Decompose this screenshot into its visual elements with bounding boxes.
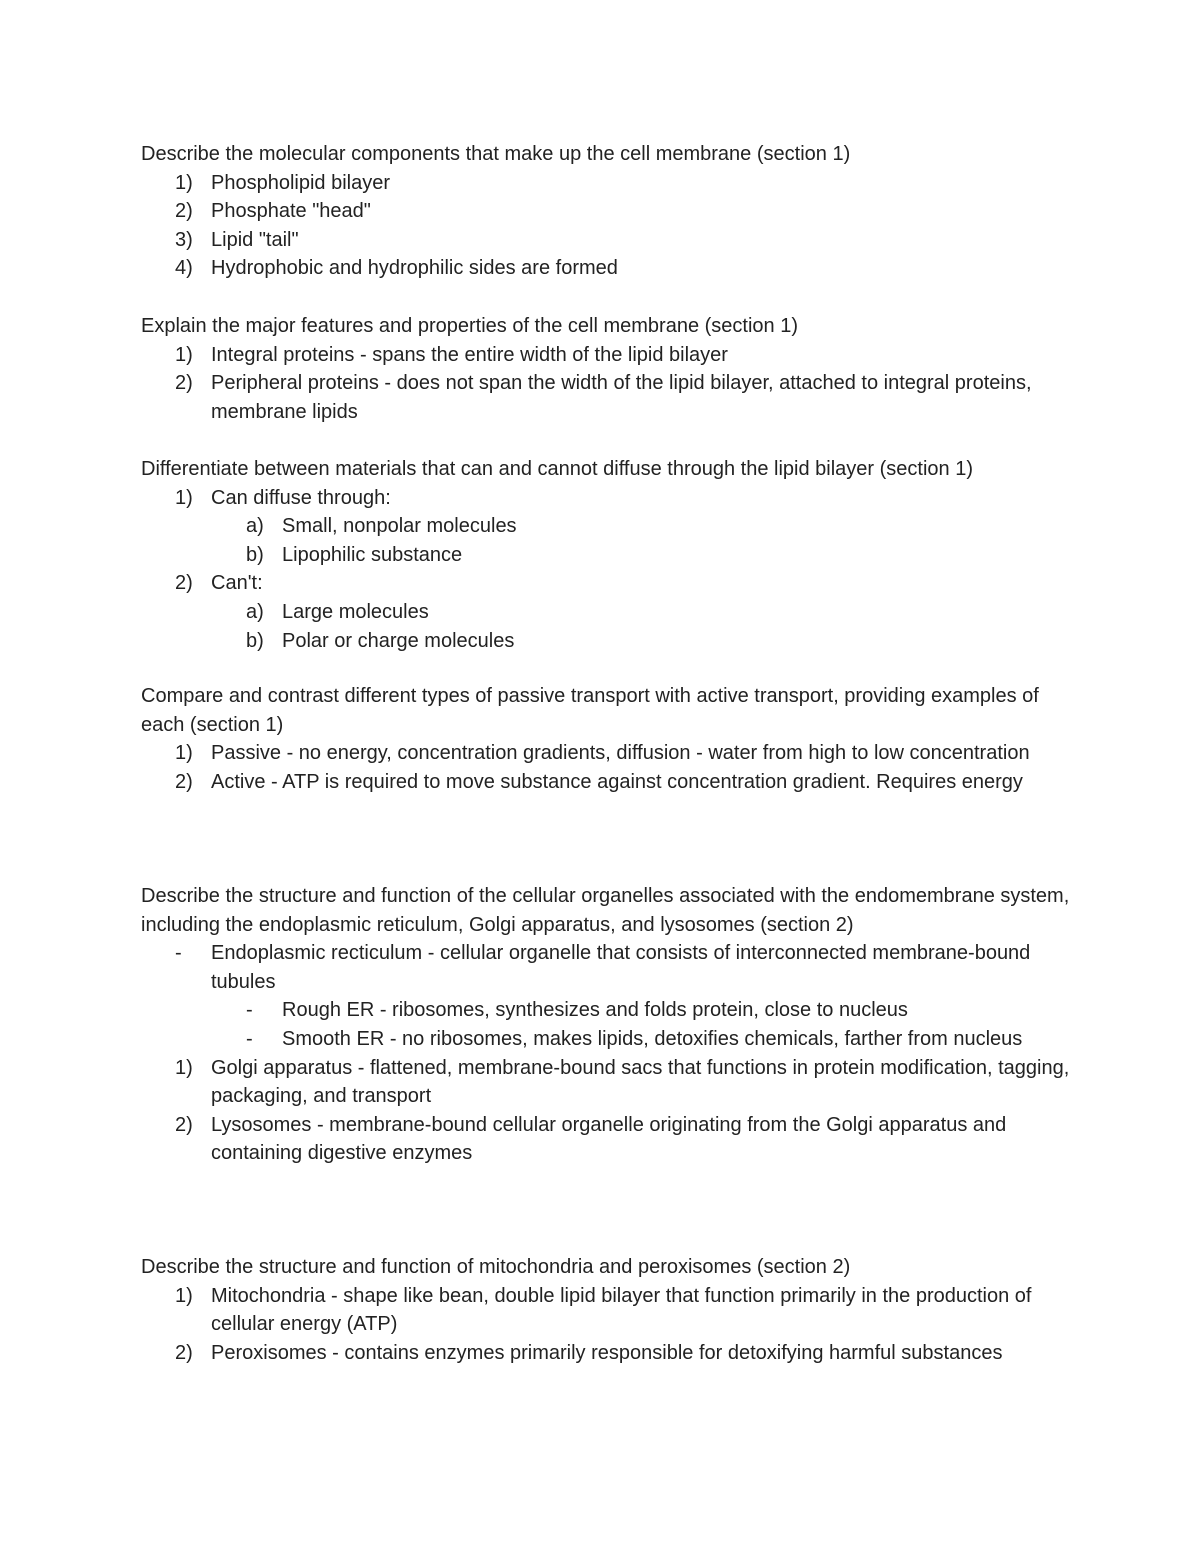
list-marker: - xyxy=(246,1027,253,1050)
section-heading: Describe the molecular components that make up the cell membrane (section 1) xyxy=(141,143,851,165)
list-marker: - xyxy=(246,999,253,1022)
list-item xyxy=(141,569,1071,655)
list-item xyxy=(141,341,1071,370)
section-cell-membrane-features xyxy=(141,312,1071,426)
list-item-text: Lipophilic substance xyxy=(282,543,463,566)
list-marker: 2) xyxy=(175,572,193,595)
list-item-text: Phospholipid bilayer xyxy=(211,171,391,194)
answer-list xyxy=(141,1282,1071,1368)
list-item-text: Rough ER - ribosomes, synthesizes and folds protein, close to nucleus xyxy=(282,999,908,1022)
section-cell-membrane-components xyxy=(141,140,1071,283)
section-heading: Describe the structure and function of the cellular organelles associated with the endomembrane system, including the endoplasmic reticulum, Golgi apparatus, and lysosomes (section 2) xyxy=(141,885,1075,936)
list-item-text: Peroxisomes - contains enzymes primarily responsible for detoxifying harmful substances xyxy=(211,1341,1003,1364)
list-item-text: Polar or charge molecules xyxy=(282,629,515,652)
list-marker: a) xyxy=(246,600,264,623)
list-item xyxy=(141,484,1071,570)
answer-list xyxy=(141,169,1071,283)
section-diffusion-materials xyxy=(141,455,1071,655)
list-item-text: Can't: xyxy=(211,572,263,595)
list-item xyxy=(141,739,1071,768)
list-item xyxy=(141,226,1071,255)
sub-list-item xyxy=(141,598,1071,627)
sub-list-item xyxy=(141,541,1071,570)
list-marker: 2) xyxy=(175,770,193,793)
list-item-text: Mitochondria - shape like bean, double lipid bilayer that function primarily in the production of cellular energy (ATP) xyxy=(211,1284,1032,1336)
list-item xyxy=(141,1111,1071,1168)
list-item-text: Passive - no energy, concentration gradients, diffusion - water from high to low concentration xyxy=(211,742,1030,765)
section-passive-active-transport xyxy=(141,682,1071,796)
list-item-text: Active - ATP is required to move substance against concentration gradient. Requires energy xyxy=(211,770,1023,793)
list-item xyxy=(141,768,1071,797)
list-marker: 1) xyxy=(175,486,193,509)
list-item-text: Smooth ER - no ribosomes, makes lipids, detoxifies chemicals, farther from nucleus xyxy=(282,1027,1023,1050)
list-marker: 1) xyxy=(175,742,193,765)
list-item xyxy=(141,197,1071,226)
answer-list xyxy=(141,484,1071,656)
list-item xyxy=(141,254,1071,283)
sub-list xyxy=(211,996,1071,1053)
list-item-text: Integral proteins - spans the entire width of the lipid bilayer xyxy=(211,343,728,366)
list-marker: 1) xyxy=(175,343,193,366)
list-item-text: Hydrophobic and hydrophilic sides are formed xyxy=(211,257,618,280)
list-item-text: Large molecules xyxy=(282,600,429,623)
list-item-text: Peripheral proteins - does not span the width of the lipid bilayer, attached to integral proteins, membrane lipids xyxy=(211,372,1032,423)
list-marker: a) xyxy=(246,515,264,538)
list-item xyxy=(141,1054,1071,1111)
sub-list xyxy=(211,512,1071,569)
section-heading: Describe the structure and function of mitochondria and peroxisomes (section 2) xyxy=(141,1256,851,1278)
answer-list xyxy=(141,739,1071,796)
list-item xyxy=(141,1339,1071,1368)
list-item-text: Phosphate "head" xyxy=(211,200,371,223)
list-item-text: Endoplasmic recticulum - cellular organelle that consists of interconnected membrane-bound tubules xyxy=(211,942,1031,993)
list-item-text: Can diffuse through: xyxy=(211,486,391,509)
list-item xyxy=(141,939,1071,1053)
list-item-text: Golgi apparatus - flattened, membrane-bound sacs that functions in protein modification, tagging, packaging, and transport xyxy=(211,1056,1070,1108)
sub-list-item xyxy=(141,996,1071,1025)
list-item-text: Small, nonpolar molecules xyxy=(282,515,517,538)
list-item xyxy=(141,369,1071,426)
list-marker: 1) xyxy=(175,1056,193,1079)
sub-list xyxy=(211,598,1071,655)
sub-list-item xyxy=(141,512,1071,541)
list-marker: 3) xyxy=(175,228,193,251)
list-marker: b) xyxy=(246,629,264,652)
list-marker: 2) xyxy=(175,200,193,223)
list-item-text: Lipid "tail" xyxy=(211,228,299,251)
answer-list xyxy=(141,341,1071,427)
list-marker: 1) xyxy=(175,171,193,194)
list-marker: 2) xyxy=(175,1341,193,1364)
list-item xyxy=(141,1282,1071,1339)
list-marker: 2) xyxy=(175,372,193,395)
list-marker: b) xyxy=(246,543,264,566)
list-marker: 4) xyxy=(175,257,193,280)
list-item xyxy=(141,169,1071,198)
list-marker: 1) xyxy=(175,1284,193,1307)
list-marker: - xyxy=(175,942,182,965)
section-heading: Compare and contrast different types of passive transport with active transport, providing examples of each (section 1) xyxy=(141,685,1045,736)
section-endomembrane-system xyxy=(141,882,1075,1168)
list-item-text: Lysosomes - membrane-bound cellular organelle originating from the Golgi apparatus and containing digestive enzymes xyxy=(211,1113,1007,1165)
section-heading: Explain the major features and properties of the cell membrane (section 1) xyxy=(141,315,799,337)
sub-list-item xyxy=(141,627,1071,656)
section-mitochondria-peroxisomes xyxy=(141,1253,1071,1367)
answer-list xyxy=(141,939,1071,1168)
section-heading: Differentiate between materials that can and cannot diffuse through the lipid bilayer (section 1) xyxy=(141,458,973,480)
list-marker: 2) xyxy=(175,1113,193,1136)
sub-list-item xyxy=(141,1025,1071,1054)
